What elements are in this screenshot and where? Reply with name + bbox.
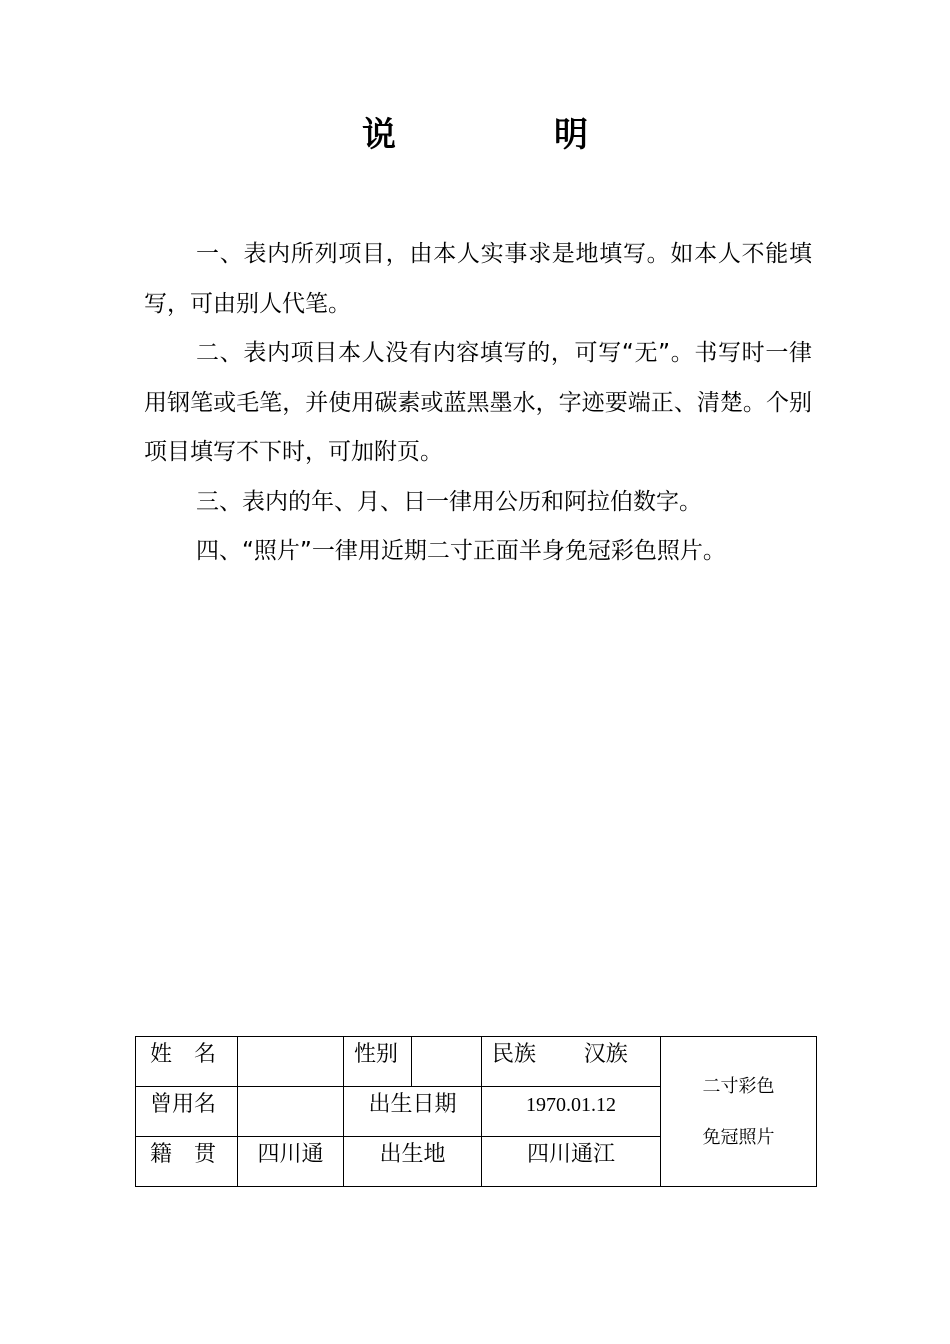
birthdate-field[interactable]: 1970.01.12 bbox=[482, 1087, 661, 1137]
instruction-paragraph-4: 四、“照片”一律用近期二寸正面半身免冠彩色照片。 bbox=[196, 538, 726, 564]
name-field[interactable] bbox=[238, 1037, 344, 1087]
former-name-field[interactable] bbox=[238, 1087, 344, 1137]
birthplace-field[interactable]: 四川通江 bbox=[482, 1137, 661, 1187]
ethnicity-field[interactable]: 汉族 bbox=[552, 1037, 661, 1087]
table-row bbox=[136, 1037, 817, 1087]
instruction-paragraph-3: 三、表内的年、月、日一律用公历和阿拉伯数字。 bbox=[196, 488, 702, 515]
gender-field[interactable] bbox=[412, 1037, 482, 1087]
photo-caption-line-1: 二寸彩色 bbox=[702, 1075, 775, 1097]
birthdate-label: 出生日期 bbox=[344, 1087, 482, 1137]
former-name-label: 曾用名 bbox=[136, 1087, 238, 1137]
photo-placeholder[interactable] bbox=[661, 1037, 817, 1187]
native-place-label: 籍 贯 bbox=[136, 1137, 238, 1187]
gender-label: 性别 bbox=[344, 1037, 412, 1087]
instructions bbox=[144, 230, 812, 577]
ethnicity-label: 民族 bbox=[482, 1037, 552, 1087]
instruction-paragraph-2: 二、表内项目本人没有内容填写的，可写“无”。书写时一律用钢笔或毛笔，并使用碳素或蓝黑墨水，字迹要端正、清楚。个别项目填写不下时，可加附页。 bbox=[144, 340, 812, 465]
instruction-paragraph-1: 一、表内所列项目，由本人实事求是地填写。如本人不能填写，可由别人代笔。 bbox=[144, 241, 812, 317]
personal-info-table bbox=[135, 1036, 817, 1187]
birthplace-label: 出生地 bbox=[344, 1137, 482, 1187]
name-label: 姓 名 bbox=[136, 1037, 238, 1087]
native-place-field[interactable]: 四川通 bbox=[238, 1137, 344, 1187]
page-title: 说 明 bbox=[362, 115, 650, 155]
photo-caption-line-2: 免冠照片 bbox=[702, 1126, 775, 1148]
